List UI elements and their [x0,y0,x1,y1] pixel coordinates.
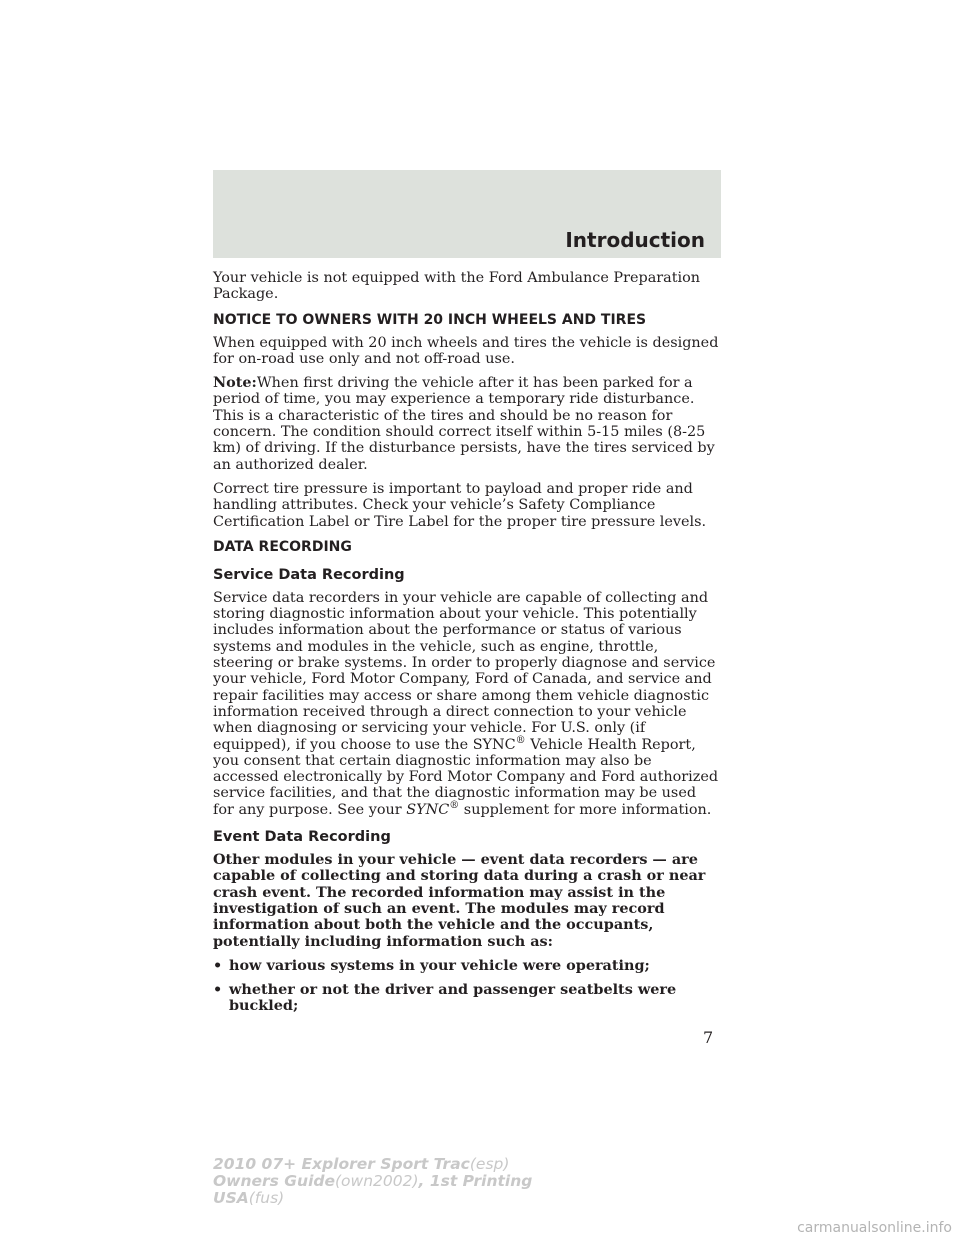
footer-line-3 [213,1190,532,1207]
section-title: Introduction [565,228,705,252]
footer-printing: , 1st Printing [418,1172,533,1190]
list-item: • whether or not the driver and passenger seatbelts were buckled; [213,982,721,1015]
bullet-list [213,958,721,1015]
paragraph-service-data [213,590,721,818]
footer-model: 2010 07+ Explorer Sport Trac [213,1155,470,1173]
paragraph-event-data: Other modules in your vehicle — event data recorders — are capable of collecting and storing data during a crash or near crash event. The recorded information may assist in the investigation of such an event. The modules may record information about both the vehicle and the occupants, potentially including information such as: [213,851,706,950]
paragraph-tire-pressure: Correct tire pressure is important to payload and proper ride and handling attributes. Check your vehicle’s Safety Compliance Certification Label or Tire Label for the proper tire pressure levels. [213,480,707,530]
page-content [213,270,721,1023]
note-text: When first driving the vehicle after it has been parked for a period of time, you may experience a temporary ride disturbance. This is a characteristic of the tires and should be no reason for concern. The condition should correct itself within 5-15 miles (8-25 km) of driving. If the disturbance persists, have the tires serviced by an authorized dealer. [213,375,715,473]
heading-data-recording: DATA RECORDING [213,538,352,555]
heading-event-data: Event Data Recording [213,829,391,846]
footer-print-info [213,1156,532,1207]
service-text-2: Vehicle Health Report, you consent that certain diagnostic information may also be accessed electronically by Ford Motor Company and Ford authorized service facilities, and that the diagnostic information may be used for any purpose. See your [213,736,719,818]
service-text-3: supplement for more information. [459,801,712,818]
footer-market: USA [213,1189,249,1207]
page-number: 7 [703,1028,714,1047]
heading-notice-wheels: NOTICE TO OWNERS WITH 20 INCH WHEELS AND TIRES [213,311,647,328]
note-label: Note: [213,374,257,392]
sync-italic: SYNC [406,801,450,818]
paragraph-note [213,375,721,473]
footer-guide-code: (own2002) [335,1172,419,1190]
paragraph-ambulance: Your vehicle is not equipped with the Ford Ambulance Preparation Package. [213,270,701,303]
section-header [213,170,721,258]
registered-mark-2: ® [449,799,460,811]
heading-service-data: Service Data Recording [213,566,405,583]
footer-model-code: (esp) [469,1155,510,1173]
footer-guide: Owners Guide [213,1172,335,1190]
footer-line-1 [213,1156,532,1173]
list-item: • how various systems in your vehicle were operating; [213,958,721,974]
footer-market-code: (fus) [248,1189,285,1207]
footer-line-2 [213,1173,532,1190]
service-text-1: Service data recorders in your vehicle are capable of collecting and storing diagnostic information about your vehicle. This potentially includes information about the performance or status of various systems and modules in the vehicle, such as engine, throttle, steering or brake systems. In order to properly diagnose and service your vehicle, Ford Motor Company, Ford of Canada, and service and repair facilities may access or share among them vehicle diagnostic information received through a direct connection to your vehicle when diagnosing or servicing your vehicle. For U.S. only (if equipped), if you choose to use the SYNC [213,589,716,753]
paragraph-wheels: When equipped with 20 inch wheels and tires the vehicle is designed for on-road use only and not off-road use. [213,334,719,367]
watermark: carmanualsonline.info [797,1220,952,1236]
registered-mark: ® [515,734,526,746]
